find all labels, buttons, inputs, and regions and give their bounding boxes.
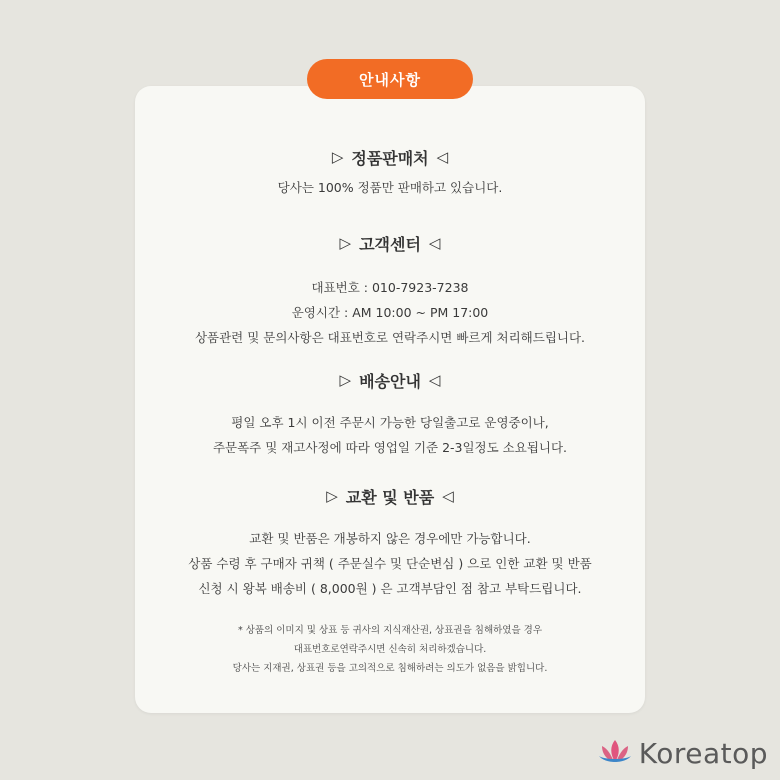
section-line: 교환 및 반품은 개봉하지 않은 경우에만 가능합니다. <box>249 531 531 546</box>
right-triangle-icon: ▷ <box>326 487 338 505</box>
section-title <box>135 368 645 392</box>
left-triangle-icon: ◁ <box>436 148 449 166</box>
section-line: 주문폭주 및 재고사정에 따라 영업일 기준 2-3일정도 소요됩니다. <box>212 440 568 455</box>
right-triangle-icon: ▷ <box>331 148 344 166</box>
brand-watermark <box>597 737 768 770</box>
section-line: 신청 시 왕복 배송비 ( 8,000원 ) 은 고객부담인 점 참고 부탁드립니다. <box>198 581 582 596</box>
section-customer-center <box>135 231 645 350</box>
hours-line: 운영시간 : AM 10:00 ~ PM 17:00 <box>291 305 489 320</box>
right-triangle-icon: ▷ <box>339 234 352 252</box>
left-triangle-icon: ◁ <box>428 234 441 252</box>
section-title <box>135 145 645 169</box>
notice-tab-label: 안내사항 <box>307 59 473 99</box>
notice-line: * 상품의 이미지 및 상표 등 귀사의 지식재산권, 상표권을 침해하였을 경우 <box>237 625 543 636</box>
section-title-text: 고객센터 <box>359 234 421 254</box>
section-line: 당사는 100% 정품만 판매하고 있습니다. <box>277 180 503 195</box>
right-triangle-icon: ▷ <box>339 371 352 389</box>
section-title <box>135 484 645 508</box>
left-triangle-icon: ◁ <box>428 371 441 389</box>
section-authentic-seller <box>135 145 645 200</box>
section-line: 평일 오후 1시 이전 주문시 가능한 당일출고로 운영중이나, <box>231 415 549 430</box>
section-title-text: 배송안내 <box>359 371 421 391</box>
section-title-text: 교환 및 반품 <box>345 487 435 507</box>
ip-notice <box>135 621 645 678</box>
notice-line: 대표번호로연락주시면 신속히 처리하겠습니다. <box>293 644 487 655</box>
brand-name: Koreatop <box>638 737 768 770</box>
section-shipping <box>135 368 645 460</box>
notice-line: 당사는 지재권, 상표권 등을 고의적으로 침해하려는 의도가 없음을 밝힙니다. <box>232 663 548 674</box>
left-triangle-icon: ◁ <box>442 487 454 505</box>
section-exchange-return <box>135 484 645 601</box>
section-line: 상품 수령 후 구매자 귀책 ( 주문실수 및 단순변심 ) 으로 인한 교환 및 반품 <box>188 556 592 571</box>
phone-line: 대표번호 : 010-7923-7238 <box>311 280 469 295</box>
contact-line: 상품관련 및 문의사항은 대표번호로 연락주시면 빠르게 처리해드립니다. <box>194 330 586 345</box>
lotus-logo-icon <box>597 738 633 770</box>
section-title <box>135 231 645 255</box>
section-title-text: 정품판매처 <box>351 148 429 168</box>
